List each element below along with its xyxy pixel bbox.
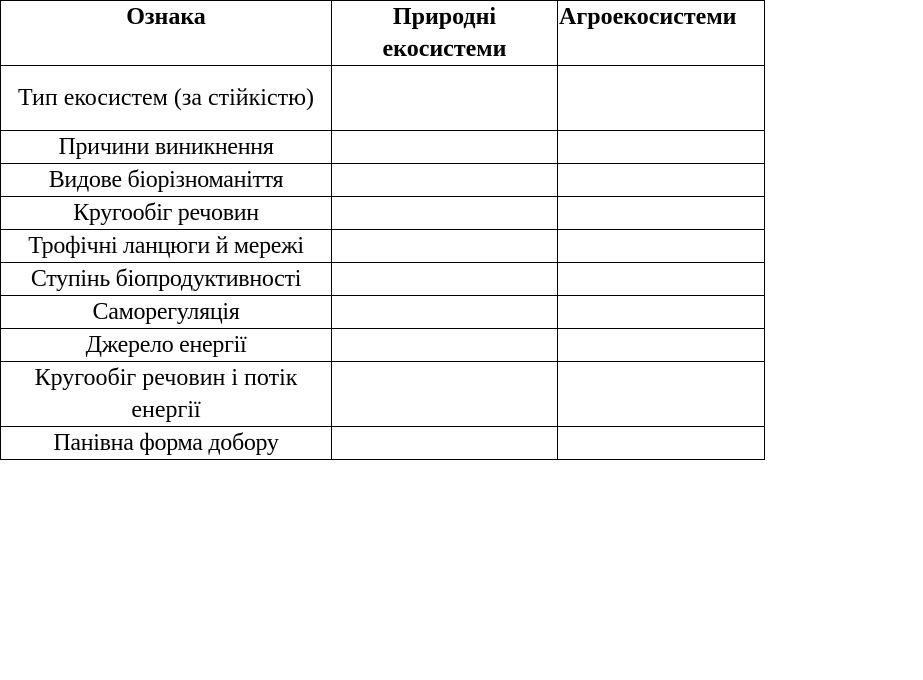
natural-cell[interactable]	[332, 362, 558, 427]
table-row	[1, 164, 765, 197]
table-row	[1, 263, 765, 296]
natural-cell[interactable]	[332, 329, 558, 362]
agro-cell[interactable]	[558, 362, 765, 427]
row-label: Тип екосистем (за стійкістю)	[1, 66, 332, 131]
agro-cell[interactable]	[558, 263, 765, 296]
row-label: Кругообіг речовин і потік енергії	[1, 362, 332, 427]
natural-cell[interactable]	[332, 263, 558, 296]
natural-cell[interactable]	[332, 427, 558, 460]
table-row	[1, 66, 765, 131]
agro-cell[interactable]	[558, 230, 765, 263]
row-label: Джерело енергії	[1, 329, 332, 362]
table-row	[1, 362, 765, 427]
agro-cell[interactable]	[558, 131, 765, 164]
agro-cell[interactable]	[558, 66, 765, 131]
agro-cell[interactable]	[558, 427, 765, 460]
natural-cell[interactable]	[332, 197, 558, 230]
agro-cell[interactable]	[558, 197, 765, 230]
row-label: Саморегуляція	[1, 296, 332, 329]
table-row	[1, 296, 765, 329]
agro-cell[interactable]	[558, 329, 765, 362]
agro-cell[interactable]	[558, 164, 765, 197]
table-header-row	[1, 1, 765, 66]
table-row	[1, 329, 765, 362]
natural-cell[interactable]	[332, 296, 558, 329]
natural-cell[interactable]	[332, 164, 558, 197]
header-natural-ecosystems: Природні екосистеми	[332, 1, 558, 66]
header-feature: Ознака	[1, 1, 332, 66]
table-row	[1, 131, 765, 164]
header-agroecosystems: Агроекосистеми	[558, 1, 765, 66]
row-label: Панівна форма добору	[1, 427, 332, 460]
row-label: Трофічні ланцюги й мережі	[1, 230, 332, 263]
row-label: Причини виникнення	[1, 131, 332, 164]
agro-cell[interactable]	[558, 296, 765, 329]
natural-cell[interactable]	[332, 131, 558, 164]
natural-cell[interactable]	[332, 66, 558, 131]
table-row	[1, 197, 765, 230]
row-label: Кругообіг речовин	[1, 197, 332, 230]
row-label: Видове біорізноманіття	[1, 164, 332, 197]
table-row	[1, 230, 765, 263]
row-label: Ступінь біопродуктивності	[1, 263, 332, 296]
table-row	[1, 427, 765, 460]
natural-cell[interactable]	[332, 230, 558, 263]
